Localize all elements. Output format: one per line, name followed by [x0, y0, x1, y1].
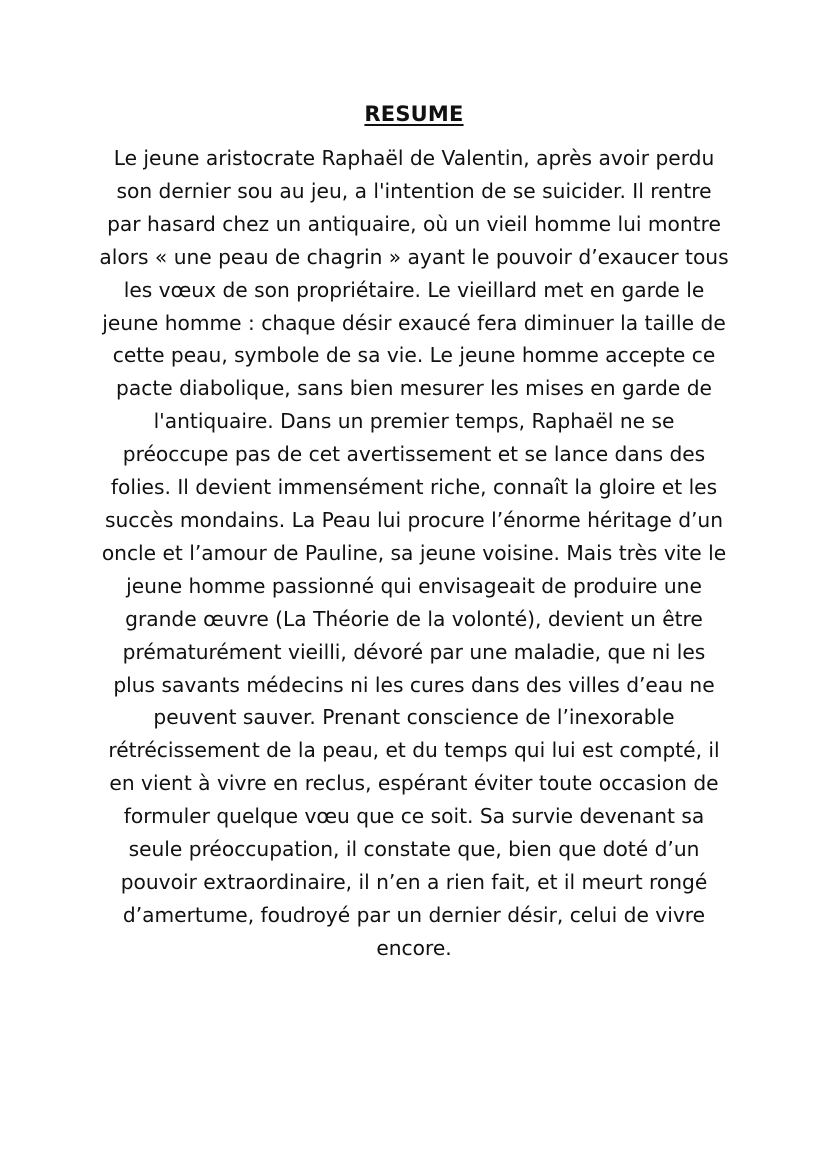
text-line: grande œuvre (La Théorie de la volonté), devient un être — [125, 606, 703, 631]
text-line: folies. Il devient immensément riche, connaît la gloire et les — [110, 475, 718, 500]
text-line: les vœux de son propriétaire. Le vieillard met en garde le — [123, 277, 705, 302]
text-line: peuvent sauver. Prenant conscience de l’inexorable — [153, 705, 675, 730]
text-line: jeune homme : chaque désir exaucé fera diminuer la taille de — [102, 310, 726, 335]
text-line: plus savants médecins ni les cures dans des villes d’eau ne — [113, 672, 715, 697]
text-line: son dernier sou au jeu, a l'intention de se suicider. Il rentre — [116, 178, 712, 203]
text-line: jeune homme passionné qui envisageait de produire une — [126, 573, 702, 598]
text-line: formuler quelque vœu que ce soit. Sa survie devenant sa — [123, 804, 705, 829]
text-line: préoccupe pas de cet avertissement et se lance dans des — [122, 442, 706, 467]
text-line: d’amertume, foudroyé par un dernier désir, celui de vivre — [122, 902, 706, 927]
text-line: prématurément vieilli, dévoré par une maladie, que ni les — [122, 639, 706, 664]
text-line: rétrécissement de la peau, et du temps qui lui est compté, il — [108, 738, 720, 763]
document-title: RESUME — [364, 102, 464, 126]
text-line: en vient à vivre en reclus, espérant éviter toute occasion de — [109, 771, 719, 796]
text-line: oncle et l’amour de Pauline, sa jeune voisine. Mais très vite le — [101, 540, 727, 565]
text-line: Le jeune aristocrate Raphaël de Valentin, après avoir perdu — [113, 146, 715, 170]
text-line: seule préoccupation, il constate que, bien que doté d’un — [128, 837, 700, 862]
text-line: alors « une peau de chagrin » ayant le pouvoir d’exaucer tous — [99, 244, 729, 269]
summary-paragraph — [60, 142, 768, 965]
text-line: succès mondains. La Peau lui procure l’énorme héritage d’un — [104, 507, 724, 532]
text-line: par hasard chez un antiquaire, où un vieil homme lui montre — [107, 211, 721, 236]
text-line: encore. — [376, 935, 452, 960]
text-line: pouvoir extraordinaire, il n’en a rien fait, et il meurt rongé — [120, 869, 708, 894]
text-line: pacte diabolique, sans bien mesurer les mises en garde de — [116, 376, 712, 401]
text-line: l'antiquaire. Dans un premier temps, Raphaël ne se — [153, 409, 675, 434]
text-line: cette peau, symbole de sa vie. Le jeune homme accepte ce — [112, 343, 716, 368]
